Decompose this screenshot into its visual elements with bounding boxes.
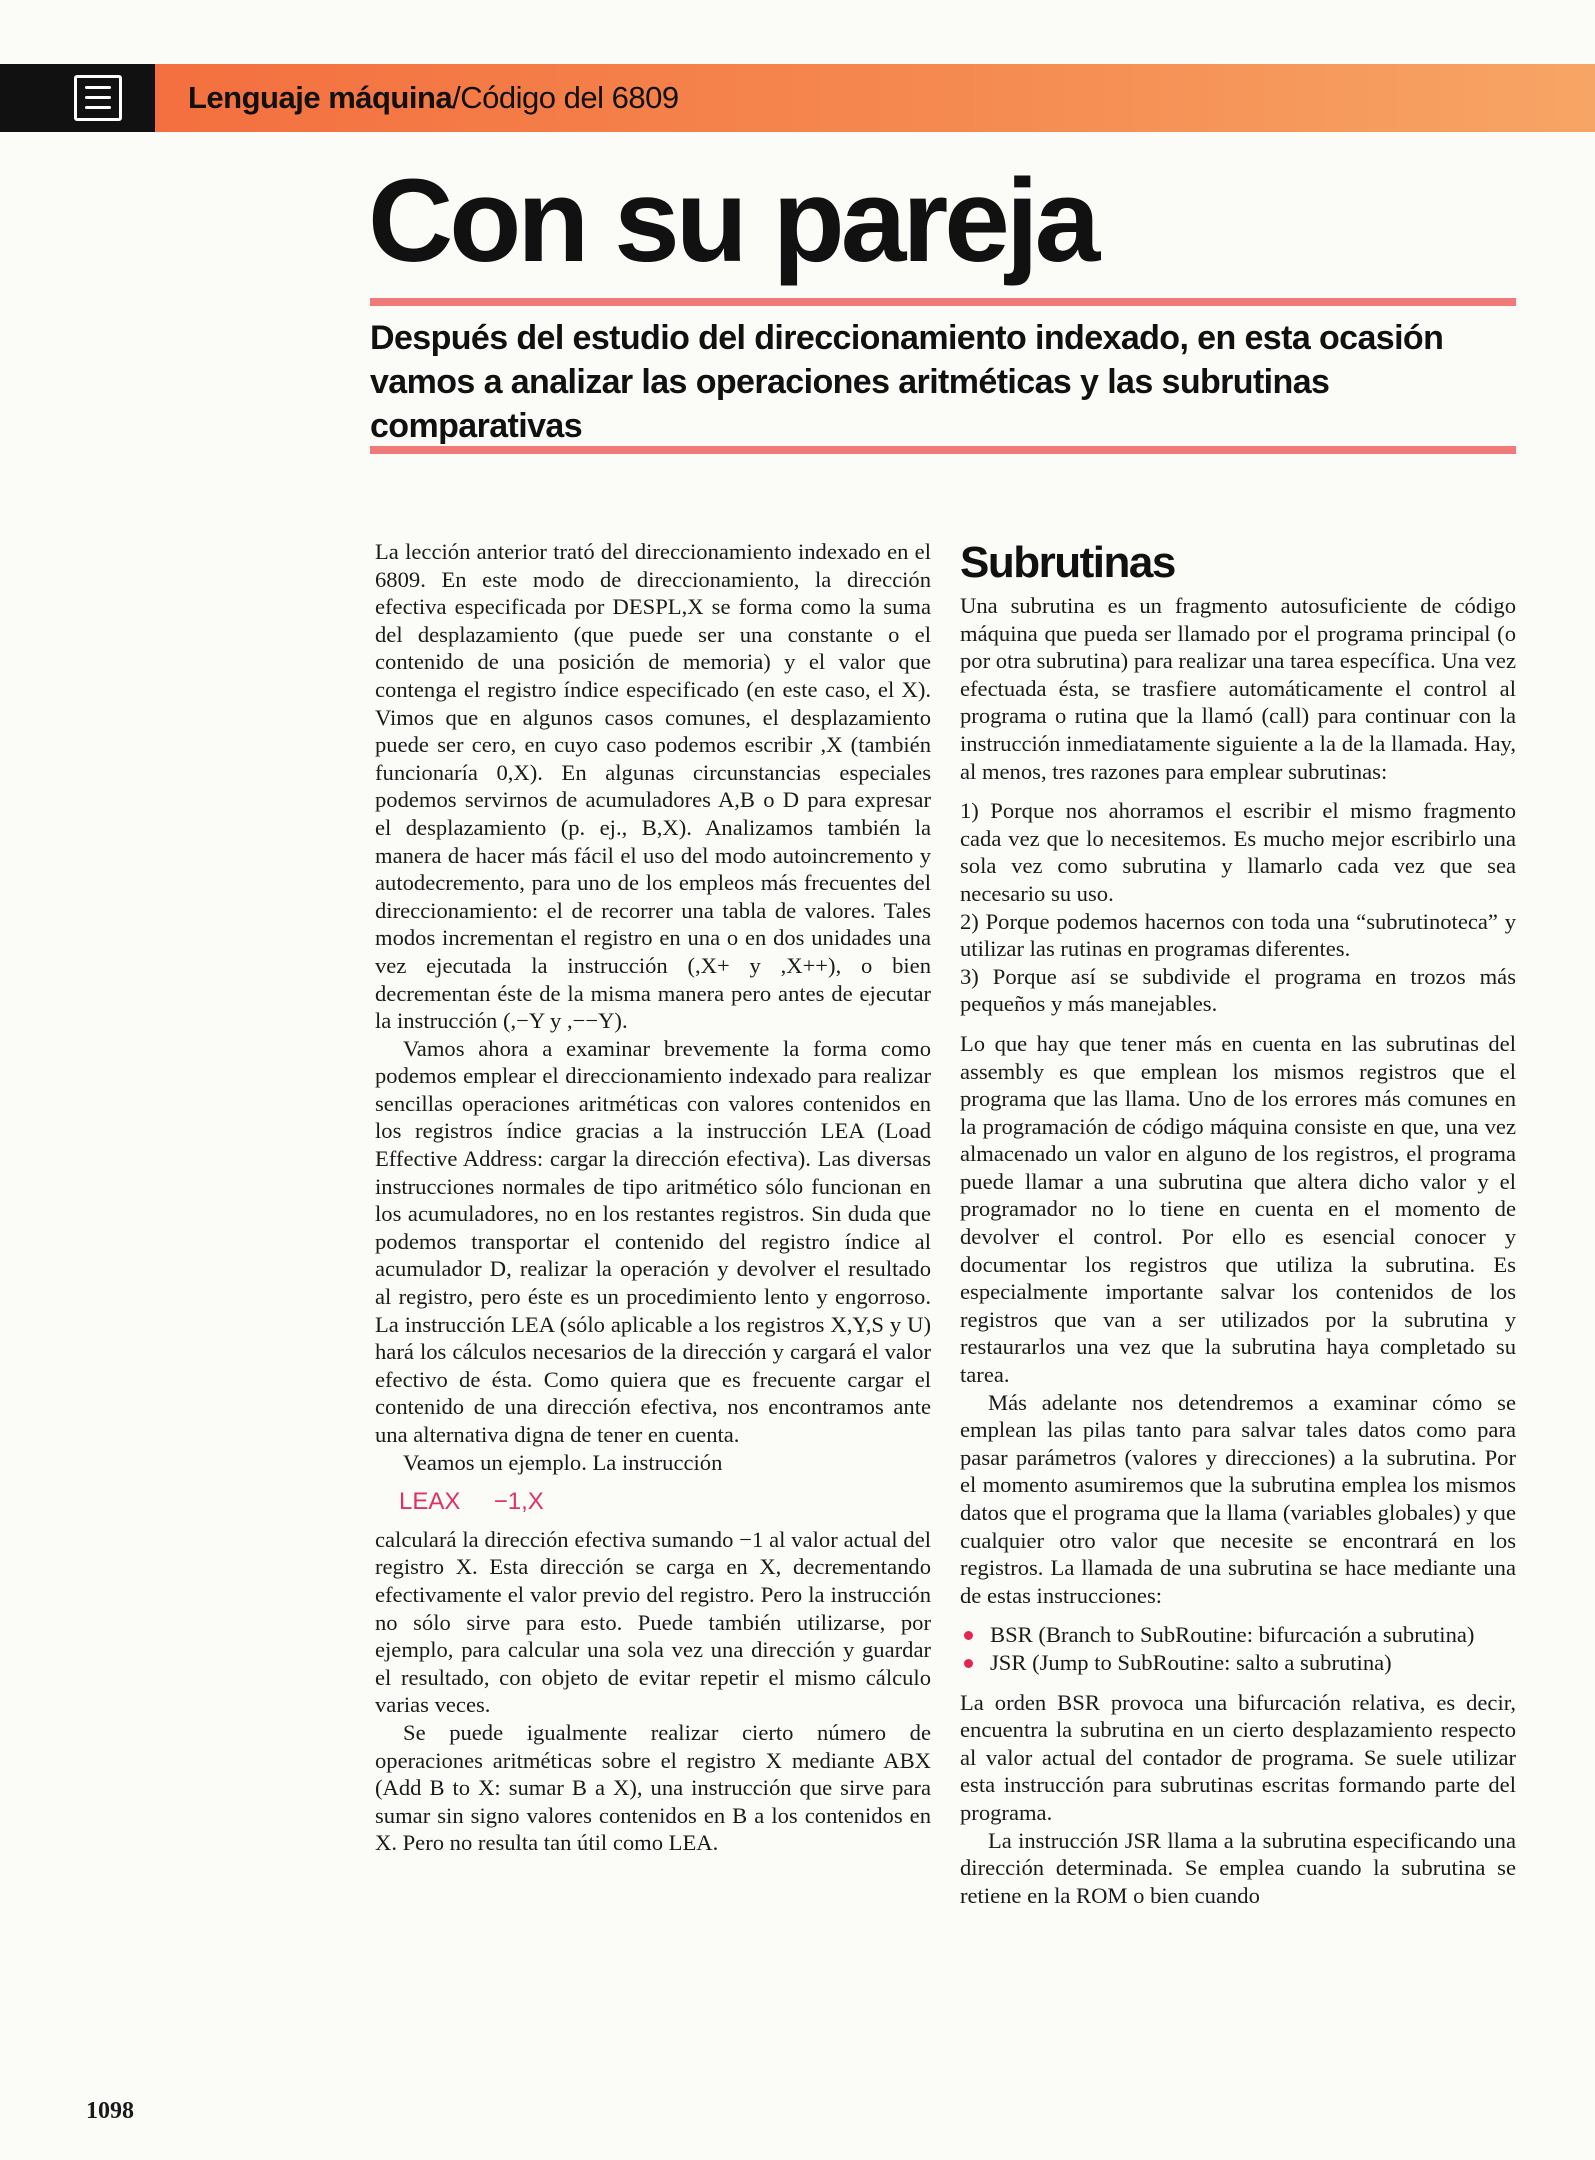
paragraph: La instrucción JSR llama a la subrutina especificando una dirección determinada. Se emplea cuando la subrutina se retiene en la ROM o bien cuando	[960, 1827, 1516, 1908]
title-rule-top	[370, 298, 1516, 306]
reason-item: 2) Porque podemos hacernos con toda una “subrutinoteca” y utilizar las rutinas en programas diferentes.	[960, 908, 1516, 962]
reason-item: 1) Porque nos ahorramos el escribir el mismo fragmento cada vez que lo necesitemos. Es mucho mejor escribirlo una sola vez como subrutina y llamarlo cada vez que sea necesario su uso.	[960, 798, 1516, 906]
reason-item: 3) Porque así se subdivide el programa en trozos más pequeños y más manejables.	[960, 963, 1516, 1017]
section-title: Lenguaje máquina/Código del 6809	[188, 80, 679, 115]
left-column	[375, 538, 931, 1857]
right-column	[960, 538, 1516, 1909]
paragraph: calculará la dirección efectiva sumando −1 al valor actual del registro X. Esta dirección se carga en X, decrementando efectivamente el valor previo del registro. Pero la instrucción no sólo sirve para esto. Puede también utilizarse, por ejemplo, para calcular una sola vez una dirección y guardar el resultado, con objeto de evitar repetir el mismo cálculo varias veces.	[375, 1526, 931, 1718]
list-item: JSR (Jump to SubRoutine: salto a subrutina)	[960, 1649, 1516, 1677]
paragraph: Lo que hay que tener más en cuenta en las subrutinas del assembly es que emplean los mismos registros que el programa que las llama. Uno de los errores más comunes en la programación de código máquina consiste en que, una vez almacenado un valor en alguno de los registros, el programa puede llamar a una subrutina que altera dicho valor y el programador no lo tiene en cuenta en el momento de devolver el control. Por ello es esencial conocer y documentar los registros que utiliza la subrutina. Es especialmente importante salvar los contenidos de los registros que van a ser utilizados por la subrutina y restaurarlos una vez que la subrutina haya completado su tarea.	[960, 1030, 1516, 1388]
section-header-bar	[0, 64, 1595, 132]
list-item: BSR (Branch to SubRoutine: bifurcación a subrutina)	[960, 1621, 1516, 1649]
page-title: Con su pareja	[368, 155, 1097, 287]
paragraph: Se puede igualmente realizar cierto número de operaciones aritméticas sobre el registro X mediante ABX (Add B to X: sumar B a X), una instrucción que sirve para sumar sin signo valores contenidos en B a los contenidos en X. Pero no resulta tan útil como LEA.	[375, 1719, 931, 1856]
circuit-board-icon	[74, 75, 122, 121]
paragraph: La lección anterior trató del direccionamiento indexado en el 6809. En este modo de direccionamiento, la dirección efectiva especificada por DESPL,X se forma como la suma del desplazamiento (que puede ser una constante o el contenido de una posición de memoria) y el valor que contenga el registro índice especificado (en este caso, el X). Vimos que en algunos casos comunes, el desplazamiento puede ser cero, en cuyo caso podemos escribir ,X (también funcionaría 0,X). En algunas circunstancias especiales podemos servirnos de acumuladores A,B o D para expresar el desplazamiento (p. ej., B,X). Analizamos también la manera de hacer más fácil el uso del modo autoincremento y autodecremento, para uno de los empleos más frecuentes del direccionamiento: el de recorrer una tabla de valores. Tales modos incrementan el registro en una o en dos unidades una vez ejecutada la instrucción (,X+ y ,X++), o bien decrementan éste de la misma manera pero antes de ejecutar la instrucción (,−Y y ,−−Y).	[375, 539, 931, 1034]
section-heading: Subrutinas	[960, 538, 1175, 587]
paragraph: La orden BSR provoca una bifurcación relativa, es decir, encuentra la subrutina en un cierto desplazamiento respecto al valor actual del contador de programa. Se suele utilizar esta instrucción para subrutinas escritas formando parte del programa.	[960, 1689, 1516, 1825]
title-rule-bottom	[370, 446, 1516, 454]
code-example: LEAX −1,X	[399, 1488, 544, 1516]
instruction-list	[960, 1621, 1516, 1676]
page-subtitle: Después del estudio del direccionamiento indexado, en esta ocasión vamos a analizar las operaciones aritméticas y las subrutinas comparativas	[370, 319, 1444, 445]
paragraph: Una subrutina es un fragmento autosuficiente de código máquina que pueda ser llamado por el programa principal (o por otra subrutina) para realizar una tarea específica. Una vez efectuada ésta, se trasfiere automáticamente el control al programa o rutina que la llamó (call) para continuar con la instrucción inmediatamente siguiente a la de la llamada. Hay, al menos, tres razones para emplear subrutinas:	[960, 593, 1516, 784]
paragraph: Más adelante nos detendremos a examinar cómo se emplean las pilas tanto para salvar tales datos como para pasar parámetros (valores y direcciones) a la subrutina. Por el momento asumiremos que la subrutina emplea los mismos datos que el programa que la llama (variables globales) y que cualquier otro valor que necesite se encontrará en los registros. La llamada de una subrutina se hace mediante una de estas instrucciones:	[960, 1389, 1516, 1608]
header-icon-block	[0, 64, 155, 132]
paragraph: Vamos ahora a examinar brevemente la forma como podemos emplear el direccionamiento indexado para realizar sencillas operaciones aritméticas con valores contenidos en los registros índice gracias a la instrucción LEA (Load Effective Address: cargar la dirección efectiva). Las diversas instrucciones normales de tipo aritmético sólo funcionan en los acumuladores, no en los restantes registros. Sin duda que podemos transportar el contenido del registro índice al acumulador D, realizar la operación y devolver el resultado al registro, pero éste es un procedimiento lento y engorroso. La instrucción LEA (sólo aplicable a los registros X,Y,S y U) hará los cálculos necesarios de la dirección y cargará el valor efectivo de ésta. Como quiera que es frecuente cargar el contenido de una dirección efectiva, nos encontramos ante una alternativa digna de tener en cuenta.	[375, 1035, 931, 1447]
paragraph: Veamos un ejemplo. La instrucción	[403, 1449, 723, 1475]
page-number: 1098	[86, 2098, 134, 2124]
